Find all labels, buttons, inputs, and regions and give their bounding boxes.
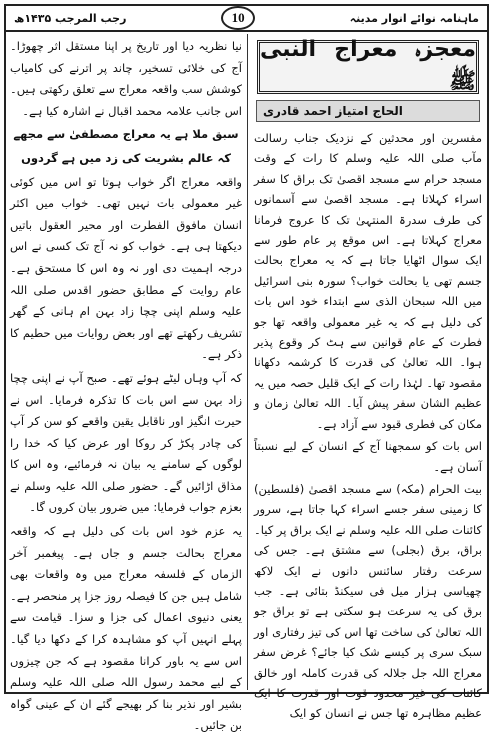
article-title: معجزہ معراج النبی ﷺ [257, 40, 479, 94]
paragraph: نیا نظریہ دیا اور تاریخ پر اپنا مستقل اثر چھوڑا۔ آج کی خلائی تسخیر، چاند پر اترنے کی کامیاب کوشش سب واقعہ معراج سے تعلق رکھتی ہیں۔ اس جانب علامہ محمد اقبال نے اشارہ کیا ہے۔ [10, 39, 242, 118]
page-header [6, 6, 487, 32]
paragraph: اس بات کو سمجھنا آج کے انسان کے لیے نسبتاً آسان ہے۔ [254, 439, 482, 474]
magazine-name: ماہنامہ نوائے انوار مدینہ [349, 11, 479, 25]
paragraph: بیت الحرام (مکہ) سے مسجد اقصیٰ (فلسطین) کا زمینی سفر جسے اسراء کہا جاتا ہے، سرور کائنات صلی اللہ علیہ وسلم نے ایک براق پر کیا۔ براق، برق (بجلی) سے مشتق ہے۔ جس کی سرعت رفتار سائنس دانوں نے ایک لاکھ چھیاسی ہزار میل فی سیکنڈ بتائی ہے۔ جب برق کی یہ سرعت ہو سکتی ہے تو براق جو اللہ تعالیٰ کی ساخت تھا اس کی تیز رفتاری اور سبک سری پر کیسے شک کیا جائے؟ غرض سفر معراج اللہ جل جلالہ کی قدرت کاملہ اور خالق کائنات کی غیر محدود قوت اور قدرت کا ایک عظیم مظاہرہ تھا جس نے انسان کو ایک [254, 481, 482, 721]
issue-date: رجب المرجب ۱۴۳۵ھ [14, 11, 127, 25]
paragraph: کہ آپ وہاں لیٹے ہوئے تھے۔ صبح آپ نے اپنی چچا زاد بہن سے اس بات کا تذکرہ فرمایا۔ اس نے حیرت انگیز اور ناقابل یقین واقعے کو سن کر آپ کی چادر پکڑ کر روکا اور عرض کیا کہ خدا را لوگوں کے سامنے یہ بیان نہ فرمائیے، وہ اس کا مذاق اڑائیں گے۔ حضور صلی اللہ علیہ وسلم نے بعزم جواب فرمایا: میں ضرور بیان کروں گا۔ [10, 370, 242, 515]
verse-line: سبق ملا ہے یہ معراج مصطفیٰ سے مجھے [13, 127, 239, 142]
right-column [252, 36, 484, 721]
left-column [8, 36, 244, 733]
paragraph: یہ عزم خود اس بات کی دلیل ہے کہ واقعہ معراج بحالت جسم و جاں ہے۔ پیغمبر آخر الزماں کے فلسفہ معراج میں وہ واقعات بھی شامل ہیں جن کا فیصلہ روز جزا پر منحصر ہے۔ یعنی دنیوی اعمال کی جزا و سزا۔ قیامت سے پہلے انہیں آپ کو مشاہدہ کرا کے دکھا دیا گیا۔ اس سے یہ باور کرانا مقصود ہے کہ جن چیزوں کے لیے محمد رسول اللہ صلی اللہ علیہ وسلم بشیر اور نذیر بنا کر بھیجے گئے ان کے عینی گواہ بن جائیں۔ [10, 524, 242, 733]
verse-line: کہ عالم بشریت کی زد میں ہے گردوں [21, 150, 231, 165]
paragraph: واقعہ معراج اگر خواب ہوتا تو اس میں کوئی غیر معمولی بات نہیں تھی۔ خواب میں اکثر انسان مافوق الفطرت اور محیر العقول باتیں دیکھتا ہی ہے۔ خواب کو نہ آج تک کسی نے اس درجہ اہمیت دی اور نہ وہ اس کا مستحق ہے۔ عام روایت کے مطابق حضور اقدس صلی اللہ علیہ وسلم اپنی چچا زاد بہن ام ہانی کے گھر تشریف رکھتے تھے اور بعض روایات میں حطیم کا ذکر ہے۔ [10, 174, 242, 362]
column-divider [247, 34, 248, 690]
paragraph: مفسرین اور محدثین کے نزدیک جناب رسالت مآب صلی اللہ علیہ وسلم کا رات کے وقت مسجد حرام سے مسجد اقصیٰ تک براق کا سفر اسراء کہلاتا ہے۔ مسجد اقصیٰ سے آسمانوں کی طرف سدرۃ المنتہیٰ تک کا عروج فرمانا معراج کہلاتا ہے۔ اس موقع پر عام طور سے ایک سوال اٹھایا جاتا ہے کہ یہ معراج بحالت جسم تھی یا بحالت خواب؟ سورہ بنی اسرائیل میں اللہ سبحان الذی سے ابتداء خود اس بات کی دلیل ہے کہ یہ غیر معمولی واقعہ تھا جو فطرت کے عام قوانین سے ہٹ کر وقوع پذیر ہوا۔ اللہ تعالیٰ کی قدرت کا کرشمہ دکھانا مقصود تھا۔ لہٰذا رات کے ایک قلیل حصہ میں یہ عظیم الشان سفر پیش آیا۔ اللہ تعالیٰ زمان و مکان کی فطری قیود سے آزاد ہے۔ [254, 131, 482, 431]
left-column-text [10, 36, 242, 737]
page-number: 10 [221, 6, 255, 30]
right-column-text [254, 128, 482, 724]
article-author: الحاج امتیاز احمد قادری [256, 100, 480, 122]
